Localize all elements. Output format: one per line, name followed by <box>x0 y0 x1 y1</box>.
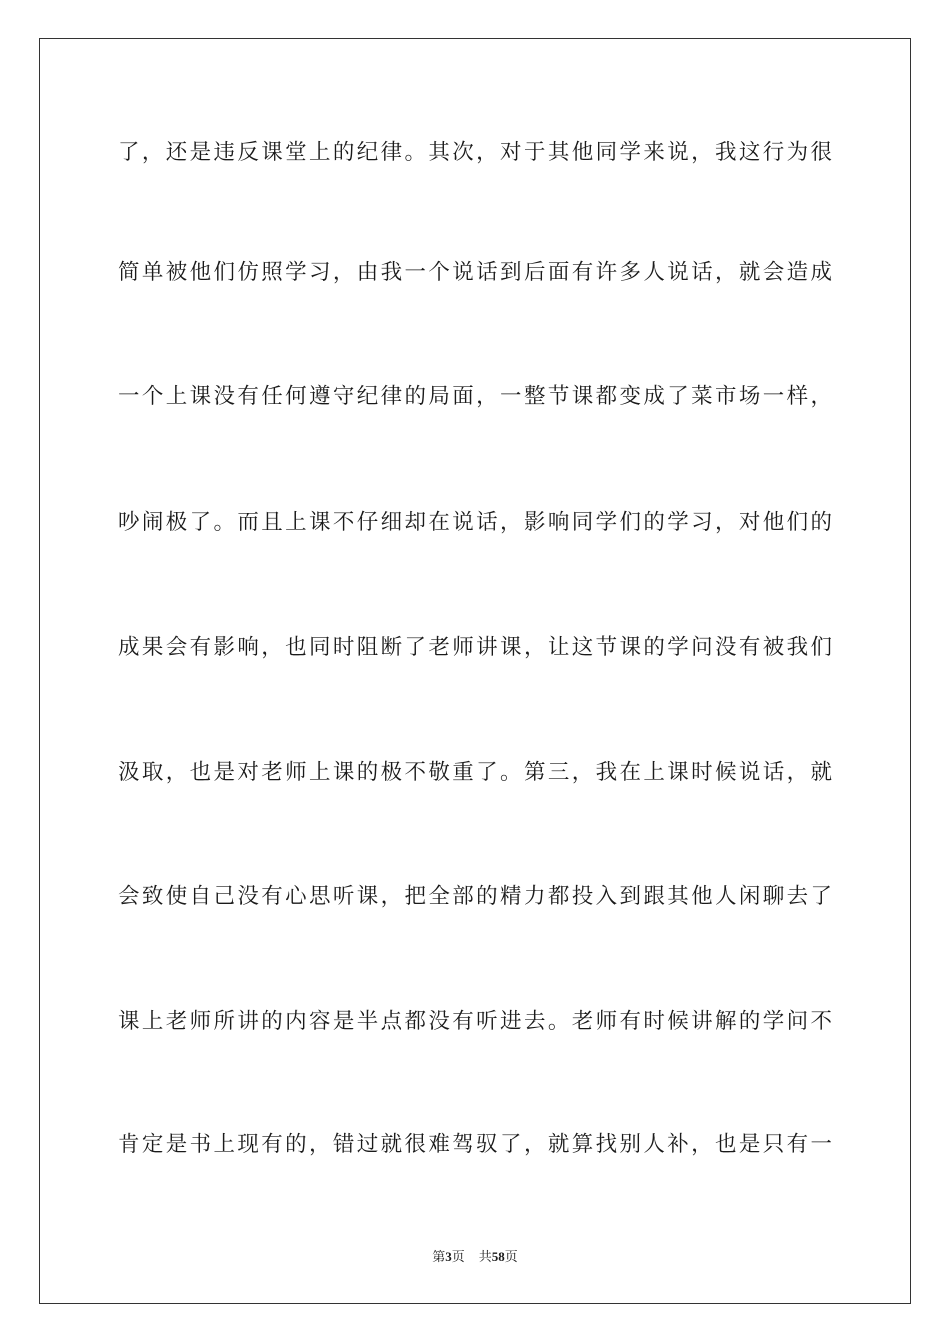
page-border <box>39 38 911 1304</box>
text-line: 一个上课没有任何遵守纪律的局面，一整节课都变成了菜市场一样， <box>118 384 835 409</box>
page-prefix: 第 <box>432 1250 446 1265</box>
text-line: 吵闹极了。而且上课不仔细却在说话，影响同学们的学习，对他们的 <box>118 510 835 535</box>
total-pages: 58 <box>491 1249 505 1264</box>
text-line: 肯定是书上现有的，错过就很难驾驭了，就算找别人补，也是只有一 <box>118 1132 835 1157</box>
text-line: 成果会有影响，也同时阻断了老师讲课，让这节课的学问没有被我们 <box>118 635 835 660</box>
total-prefix: 共 <box>478 1250 492 1265</box>
page-footer <box>0 1248 950 1267</box>
text-line: 简单被他们仿照学习，由我一个说话到后面有许多人说话，就会造成 <box>118 260 835 285</box>
text-line: 会致使自己没有心思听课，把全部的精力都投入到跟其他人闲聊去了 <box>118 884 835 909</box>
text-line: 汲取，也是对老师上课的极不敬重了。第三，我在上课时候说话，就 <box>118 760 835 785</box>
text-line: 了，还是违反课堂上的纪律。其次，对于其他同学来说，我这行为很 <box>118 140 835 165</box>
page-suffix: 页 <box>451 1250 465 1265</box>
page-number: 3 <box>445 1249 452 1264</box>
text-line: 课上老师所讲的内容是半点都没有听进去。老师有时候讲解的学问不 <box>118 1009 835 1034</box>
total-suffix: 页 <box>504 1250 518 1265</box>
